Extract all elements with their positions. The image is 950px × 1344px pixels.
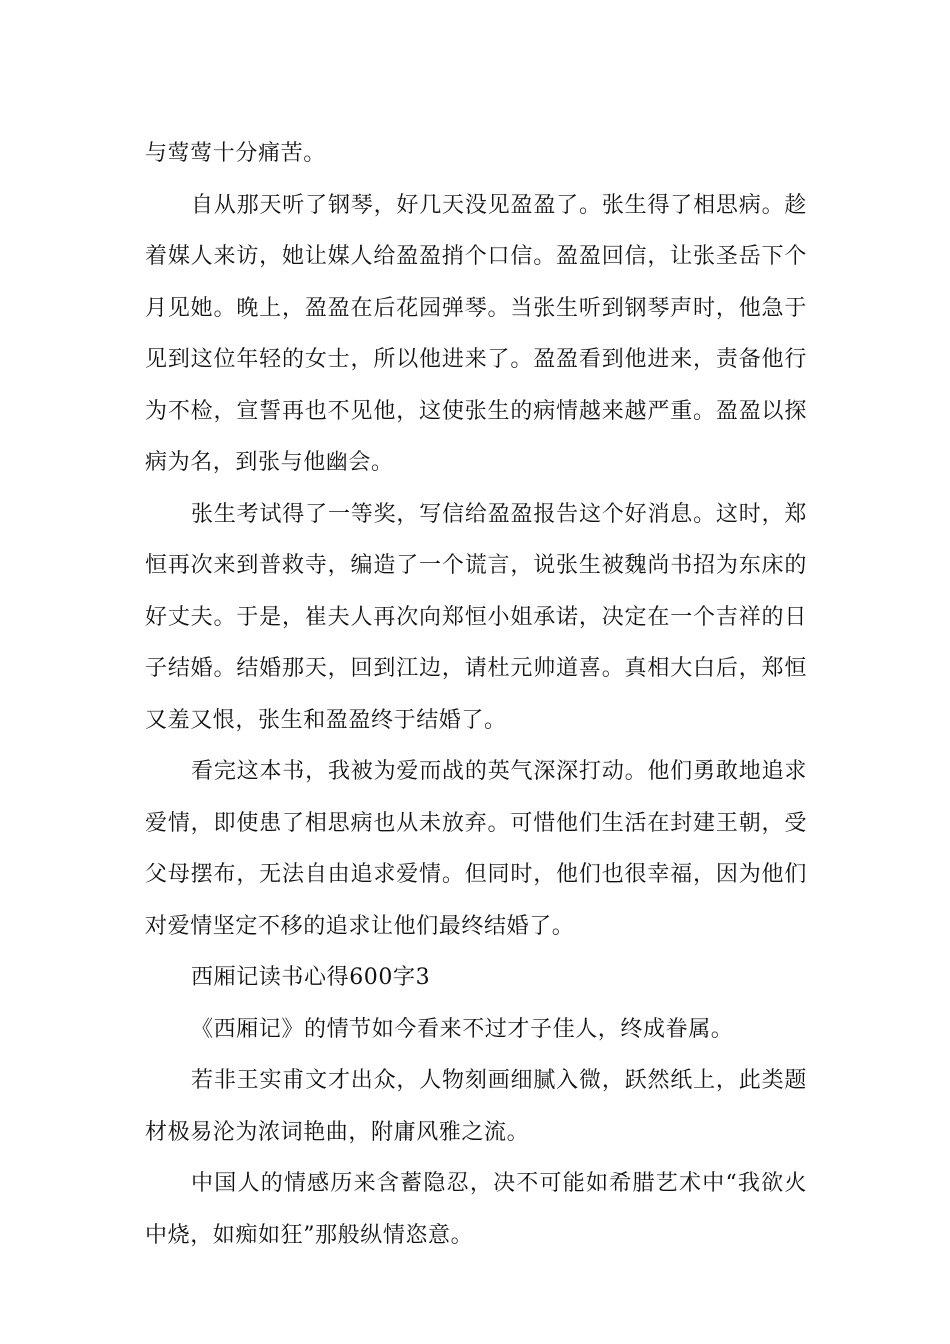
paragraph: 《西厢记》的情节如今看来不过才子佳人，终成眷属。: [191, 1016, 734, 1042]
paragraph-continuation: 与莺莺十分痛苦。: [145, 141, 326, 166]
paragraph: 张生考试得了一等奖，写信给盈盈报告这个好消息。这时，郑恒再次来到普救寺，编造了一个谎言，说张生被魏尚书招为东床的好丈夫。于是，崔夫人再次向郑恒小姐承诺，决定在一个吉祥的日子结婚。结婚那天，回到江边，请杜元帅道喜。真相大白后，郑恒又羞又恨，张生和盈盈终于结婚了。: [145, 501, 807, 733]
paragraph: 看完这本书，我被为爱而战的英气深深打动。他们勇敢地追求爱情，即使患了相思病也从未放弃。可惜他们生活在封建王朝，受父母摆布，无法自由追求爱情。但同时，他们也很幸福，因为他们对爱情坚定不移的追求让他们最终结婚了。: [145, 759, 807, 939]
section-heading: 西厢记读书心得600字3: [191, 965, 431, 990]
paragraph: 自从那天听了钢琴，好几天没见盈盈了。张生得了相思病。趁着媒人来访，她让媒人给盈盈捎个口信。盈盈回信，让张圣岳下个月见她。晚上，盈盈在后花园弹琴。当张生听到钢琴声时，他急于见到这位年轻的女士，所以他进来了。盈盈看到他进来，责备他行为不检，宣誓再也不见他，这使张生的病情越来越严重。盈盈以探病为名，到张与他幽会。: [145, 192, 807, 475]
paragraph: 若非王实甫文才出众，人物刻画细腻入微，跃然纸上，此类题材极易沦为浓词艳曲，附庸风雅之流。: [145, 1068, 807, 1145]
document-body: [145, 128, 807, 1261]
paragraph: 中国人的情感历来含蓄隐忍，决不可能如希腊艺术中“我欲火中烧，如痴如狂”那般纵情恣意。: [145, 1171, 807, 1248]
